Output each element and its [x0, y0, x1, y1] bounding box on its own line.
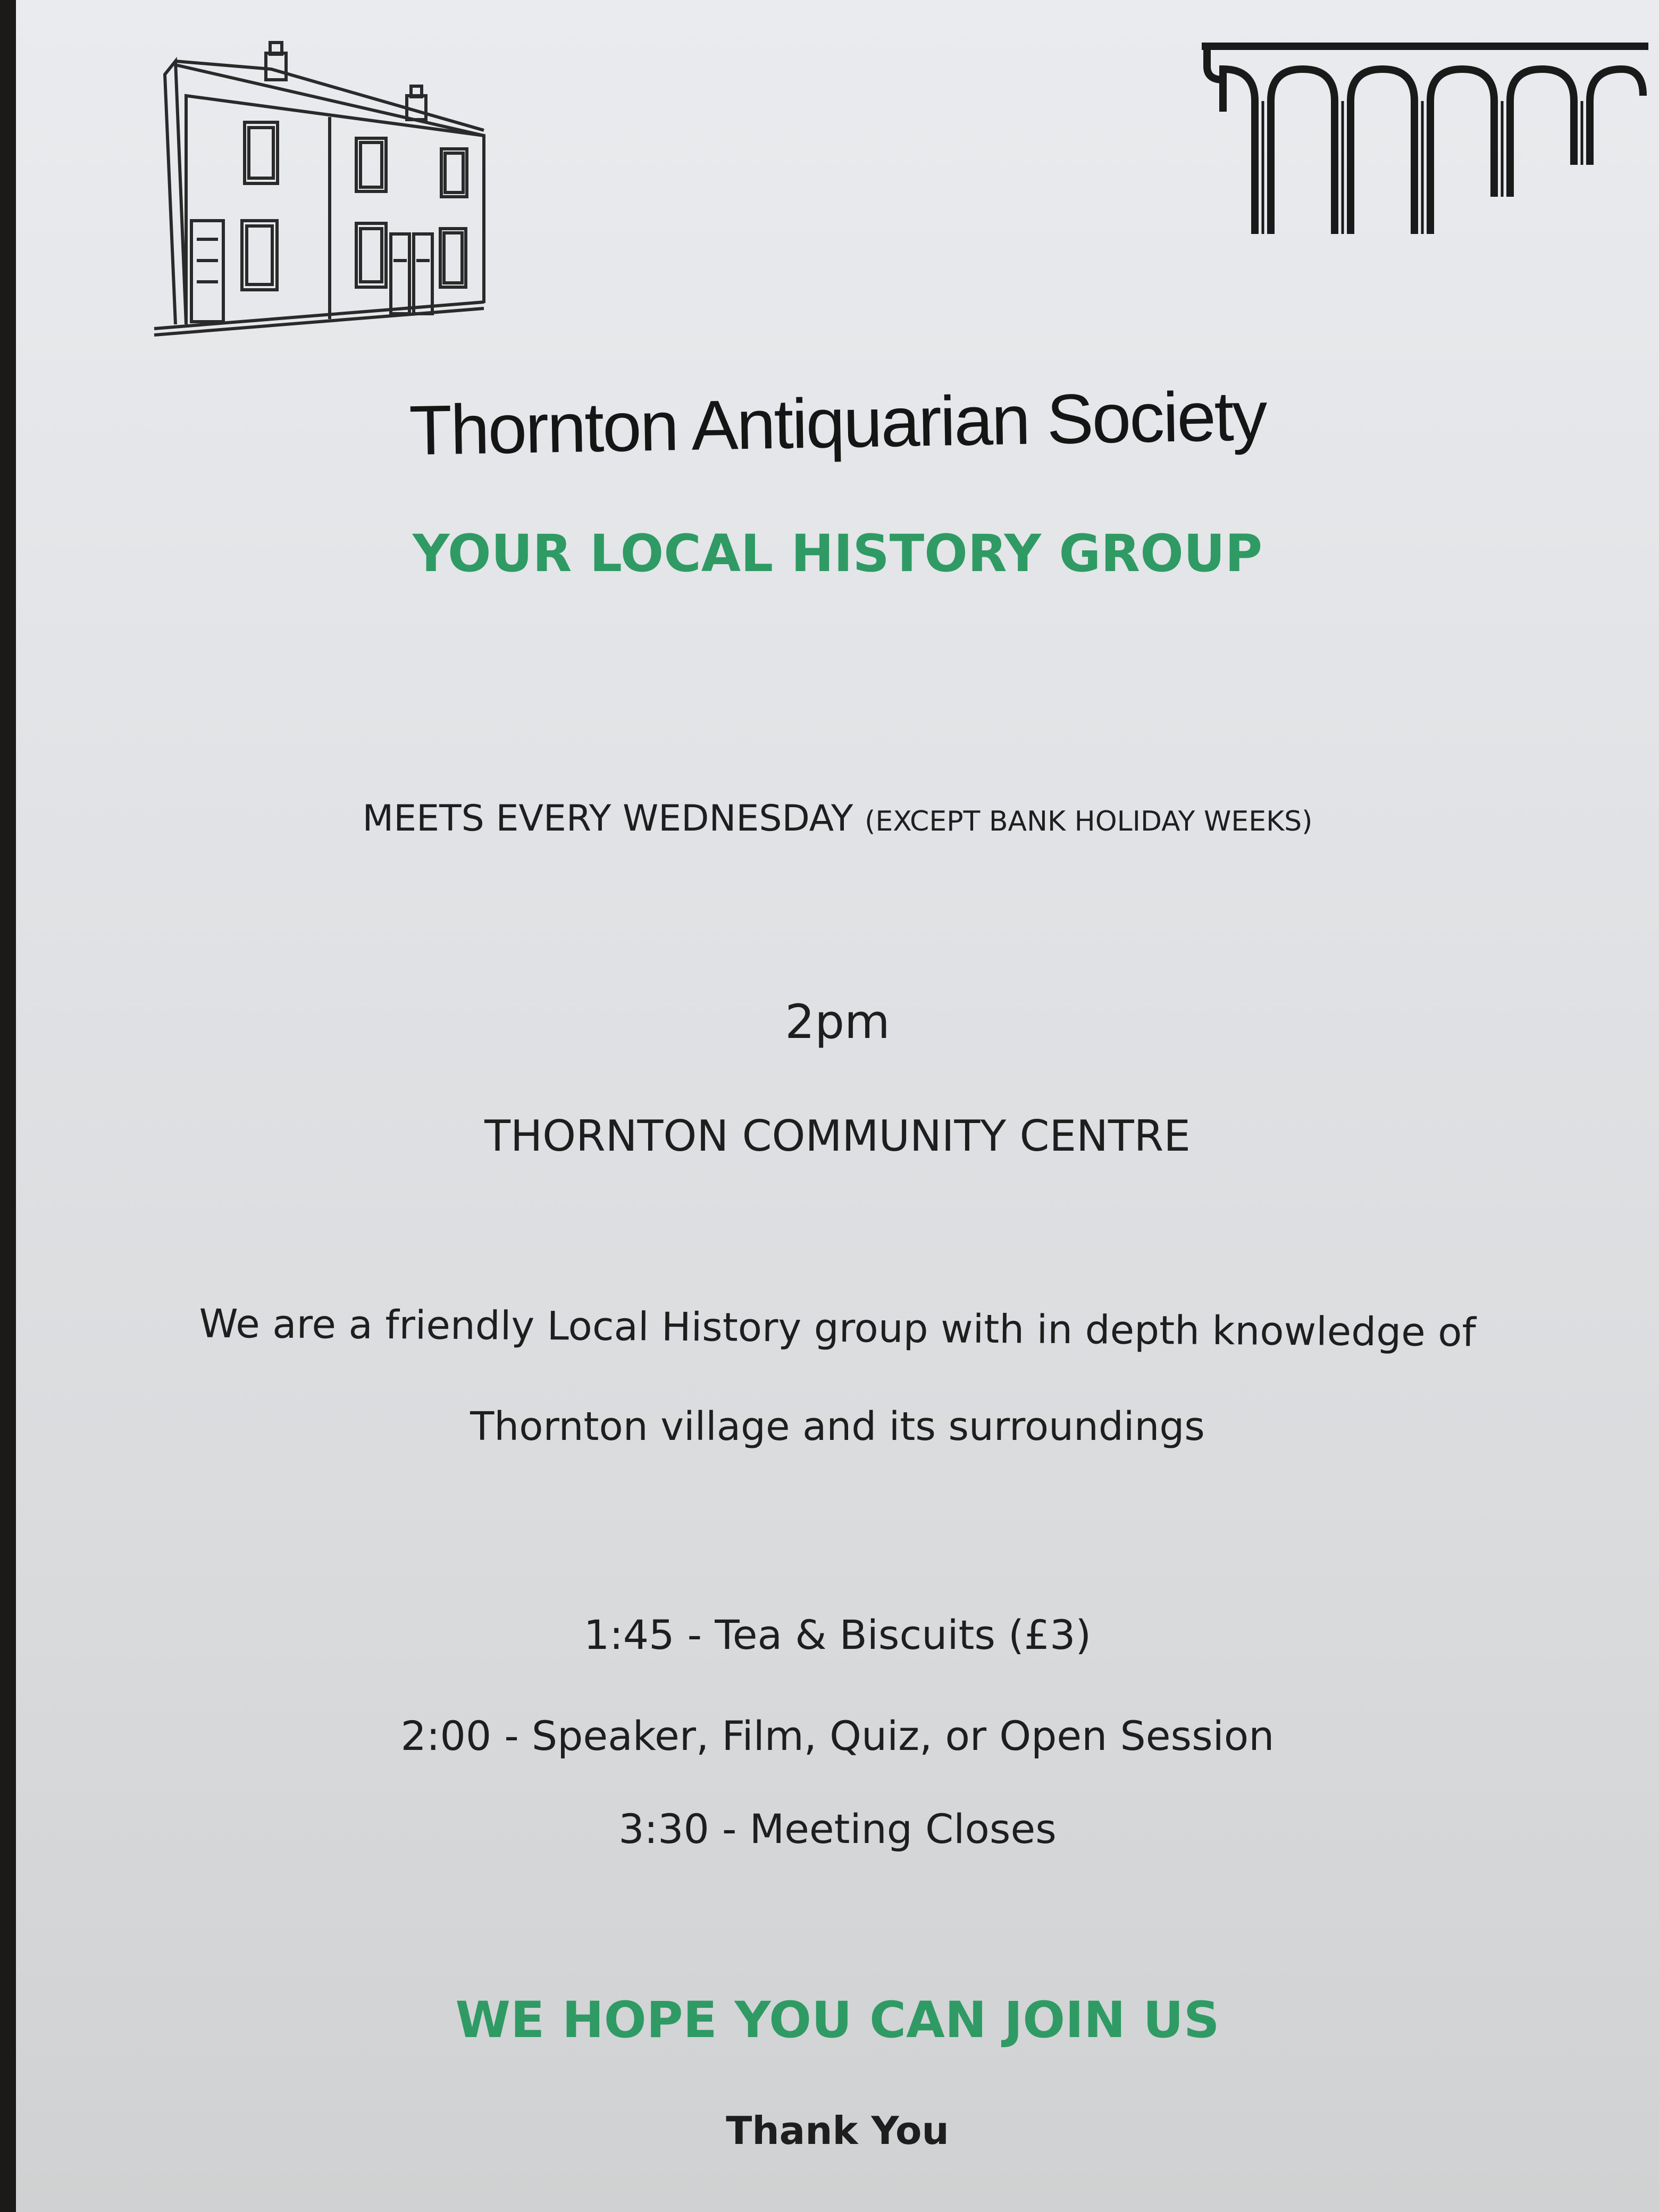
- poster-sheet: [16, 0, 1659, 2212]
- schedule-item-session: 2:00 - Speaker, Film, Quiz, or Open Session: [400, 1712, 1275, 1759]
- schedule-item-close: 3:30 - Meeting Closes: [618, 1805, 1057, 1853]
- thank-you: Thank You: [726, 2108, 949, 2153]
- description-line-1: We are a friendly Local History group with in depth knowledge of: [199, 1301, 1476, 1356]
- viaduct-arches-icon: [1186, 37, 1659, 250]
- meeting-time: 2pm: [785, 994, 890, 1049]
- meeting-exception: (EXCEPT BANK HOLIDAY WEEKS): [865, 806, 1313, 837]
- join-invitation: WE HOPE YOU CAN JOIN US: [455, 1991, 1220, 2049]
- terraced-houses-icon: [144, 37, 495, 346]
- page-title: Thornton Antiquarian Society: [408, 376, 1267, 470]
- meeting-venue: THORNTON COMMUNITY CENTRE: [484, 1111, 1191, 1161]
- meeting-frequency: [16, 798, 1659, 840]
- schedule-item-tea: 1:45 - Tea & Biscuits (£3): [583, 1611, 1092, 1658]
- meeting-frequency-text: MEETS EVERY WEDNESDAY: [362, 798, 853, 840]
- subtitle: YOUR LOCAL HISTORY GROUP: [412, 524, 1263, 583]
- description-line-2: Thornton village and its surroundings: [470, 1404, 1205, 1449]
